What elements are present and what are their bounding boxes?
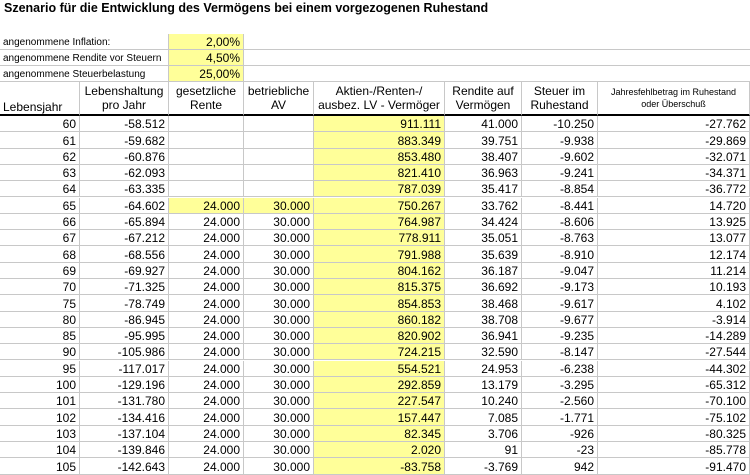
cell-av[interactable] [244,116,314,132]
cell-vermoegen[interactable]: 292.859 [314,377,445,393]
cell-rente[interactable]: 24.000 [169,198,244,214]
cell-lebenshaltung[interactable]: -139.846 [80,442,169,458]
param-row [0,66,750,82]
header-fehlbetrag-line2: oder Überschuß [641,99,706,109]
cell-av[interactable] [244,132,314,148]
cell-steuer[interactable]: -8.441 [522,198,598,214]
table-row [0,149,750,165]
cell-lebenshaltung[interactable]: -71.325 [80,279,169,295]
header-fehlbetrag[interactable] [598,82,750,116]
cell-lebenshaltung[interactable]: -67.212 [80,230,169,246]
cell-lebenshaltung[interactable]: -59.682 [80,132,169,148]
cell-rendite[interactable]: 39.751 [445,132,522,148]
cell-fehlbetrag[interactable]: -85.778 [598,442,750,458]
cell-rente[interactable]: 24.000 [169,377,244,393]
cell-fehlbetrag[interactable]: -27.762 [598,116,750,132]
cell-fehlbetrag[interactable]: 14.720 [598,198,750,214]
header-row [0,82,750,116]
cell-av[interactable]: 30.000 [244,263,314,279]
header-av-line1: betriebliche [247,84,310,98]
param-row [0,50,750,66]
cell-fehlbetrag[interactable]: -70.100 [598,393,750,409]
cell-lebensjahr[interactable]: 63 [0,165,80,181]
table-row [0,279,750,295]
cell-vermoegen[interactable]: -83.758 [314,458,445,474]
cell-lebenshaltung[interactable]: -68.556 [80,246,169,262]
cell-lebensjahr[interactable]: 66 [0,214,80,230]
cell-rente[interactable] [169,149,244,165]
cell-lebensjahr[interactable]: 67 [0,230,80,246]
cell-rendite[interactable]: 41.000 [445,116,522,132]
cell-vermoegen[interactable]: 791.988 [314,246,445,262]
cell-rendite[interactable]: -3.769 [445,458,522,474]
table-row [0,426,750,442]
cell-rente[interactable]: 24.000 [169,279,244,295]
cell-lebenshaltung[interactable]: -95.995 [80,328,169,344]
header-lebenshaltung-line1: Lebenshaltung [84,84,164,98]
empty-cell[interactable] [244,34,750,50]
cell-steuer[interactable]: -9.047 [522,263,598,279]
table-row [0,393,750,409]
cell-steuer[interactable]: 942 [522,458,598,474]
cell-rendite[interactable]: 36.692 [445,279,522,295]
cell-rente[interactable]: 24.000 [169,409,244,425]
cell-lebenshaltung[interactable]: -65.894 [80,214,169,230]
cell-lebensjahr[interactable]: 70 [0,279,80,295]
cell-rente[interactable]: 24.000 [169,214,244,230]
cell-steuer[interactable]: -9.235 [522,328,598,344]
empty-cell[interactable] [244,50,750,66]
cell-vermoegen[interactable]: 750.267 [314,198,445,214]
cell-lebensjahr[interactable]: 95 [0,361,80,377]
cell-av[interactable] [244,165,314,181]
cell-rente[interactable]: 24.000 [169,426,244,442]
cell-rente[interactable]: 24.000 [169,312,244,328]
cell-av[interactable] [244,149,314,165]
header-rendite-line1: Rendite auf [452,84,514,98]
cell-vermoegen[interactable]: 554.521 [314,361,445,377]
cell-rente[interactable]: 24.000 [169,230,244,246]
cell-av[interactable]: 30.000 [244,426,314,442]
cell-lebenshaltung[interactable]: -64.602 [80,198,169,214]
header-vermoegen-line1: Aktien-/Renten-/ [335,84,423,98]
cell-vermoegen[interactable]: 883.349 [314,132,445,148]
cell-steuer[interactable]: -8.606 [522,214,598,230]
cell-lebenshaltung[interactable]: -142.643 [80,458,169,474]
cell-rente[interactable]: 24.000 [169,393,244,409]
param-value[interactable]: 2,00% [169,34,244,50]
cell-rente[interactable]: 24.000 [169,458,244,474]
cell-av[interactable]: 30.000 [244,246,314,262]
cell-fehlbetrag[interactable]: -36.772 [598,181,750,197]
cell-av[interactable]: 30.000 [244,361,314,377]
header-lebensjahr-text: Lebensjahr [3,100,63,114]
cell-lebensjahr[interactable]: 60 [0,116,80,132]
cell-rente[interactable]: 24.000 [169,442,244,458]
cell-fehlbetrag[interactable]: -91.470 [598,458,750,474]
cell-av[interactable]: 30.000 [244,214,314,230]
cell-lebenshaltung[interactable]: -105.986 [80,344,169,360]
cell-lebenshaltung[interactable]: -134.416 [80,409,169,425]
header-vermoegen[interactable] [314,82,445,116]
table-row [0,344,750,360]
cell-fehlbetrag[interactable]: -3.914 [598,312,750,328]
cell-fehlbetrag[interactable]: 13.925 [598,214,750,230]
cell-rendite[interactable]: 36.963 [445,165,522,181]
cell-steuer[interactable]: -8.910 [522,246,598,262]
cell-fehlbetrag[interactable]: -27.544 [598,344,750,360]
table-row [0,246,750,262]
cell-av[interactable]: 30.000 [244,328,314,344]
param-value[interactable]: 4,50% [169,50,244,66]
cell-lebenshaltung[interactable]: -60.876 [80,149,169,165]
cell-av[interactable]: 30.000 [244,409,314,425]
cell-rendite[interactable]: 38.468 [445,295,522,311]
cell-rendite[interactable]: 7.085 [445,409,522,425]
cell-av[interactable]: 30.000 [244,312,314,328]
cell-fehlbetrag[interactable]: 4.102 [598,295,750,311]
cell-av[interactable] [244,181,314,197]
cell-vermoegen[interactable]: 82.345 [314,426,445,442]
cell-rendite[interactable]: 33.762 [445,198,522,214]
cell-fehlbetrag[interactable]: -34.371 [598,165,750,181]
header-lebenshaltung-line2: pro Jahr [101,98,147,112]
table-row [0,409,750,425]
cell-av[interactable]: 30.000 [244,458,314,474]
cell-vermoegen[interactable]: 804.162 [314,263,445,279]
cell-fehlbetrag[interactable]: -44.302 [598,361,750,377]
cell-lebenshaltung[interactable]: -131.780 [80,393,169,409]
cell-vermoegen[interactable]: 2.020 [314,442,445,458]
cell-vermoegen[interactable]: 787.039 [314,181,445,197]
cell-rendite[interactable]: 32.590 [445,344,522,360]
cell-av[interactable]: 30.000 [244,198,314,214]
cell-rente[interactable]: 24.000 [169,344,244,360]
cell-lebensjahr[interactable]: 62 [0,149,80,165]
cell-rendite[interactable]: 34.424 [445,214,522,230]
cell-lebensjahr[interactable]: 104 [0,442,80,458]
table-row [0,295,750,311]
cell-rendite[interactable]: 91 [445,442,522,458]
cell-lebenshaltung[interactable]: -86.945 [80,312,169,328]
cell-lebenshaltung[interactable]: -62.093 [80,165,169,181]
cell-lebensjahr[interactable]: 101 [0,393,80,409]
cell-rendite[interactable]: 36.941 [445,328,522,344]
cell-fehlbetrag[interactable]: 11.214 [598,263,750,279]
cell-lebensjahr[interactable]: 103 [0,426,80,442]
header-rente-line2: Rente [189,98,223,112]
cell-fehlbetrag[interactable]: 13.077 [598,230,750,246]
table-row [0,132,750,148]
cell-rendite[interactable]: 35.417 [445,181,522,197]
header-steuer-line2: Ruhestand [530,98,589,112]
cell-rente[interactable]: 24.000 [169,246,244,262]
empty-cell[interactable] [244,66,750,82]
cell-fehlbetrag[interactable]: -29.869 [598,132,750,148]
cell-vermoegen[interactable]: 724.215 [314,344,445,360]
header-rendite[interactable] [445,82,522,116]
header-steuer[interactable] [522,82,598,116]
table-row [0,230,750,246]
cell-rendite[interactable]: 3.706 [445,426,522,442]
cell-fehlbetrag[interactable]: 12.174 [598,246,750,262]
cell-fehlbetrag[interactable]: -75.102 [598,409,750,425]
table-row [0,198,750,214]
cell-vermoegen[interactable]: 778.911 [314,230,445,246]
table-row [0,263,750,279]
cell-vermoegen[interactable]: 854.853 [314,295,445,311]
table-row [0,442,750,458]
cell-rente[interactable] [169,116,244,132]
cell-steuer[interactable]: -9.241 [522,165,598,181]
cell-steuer[interactable]: -9.617 [522,295,598,311]
cell-vermoegen[interactable]: 764.987 [314,214,445,230]
cell-av[interactable]: 30.000 [244,393,314,409]
cell-av[interactable]: 30.000 [244,442,314,458]
header-fehlbetrag-line1: Jahresfehlbetrag im Ruhestand [610,87,737,97]
cell-steuer[interactable]: -6.238 [522,361,598,377]
cell-vermoegen[interactable]: 821.410 [314,165,445,181]
cell-lebensjahr[interactable]: 68 [0,246,80,262]
cell-lebensjahr[interactable]: 69 [0,263,80,279]
cell-steuer[interactable]: -8.147 [522,344,598,360]
cell-steuer[interactable]: -3.295 [522,377,598,393]
sheet-title: Szenario für die Entwicklung des Vermögens bei einem vorgezogenen Ruhestand [4,1,489,15]
param-value[interactable]: 25,00% [169,66,244,82]
header-vermoegen-line2: ausbez. LV - Vermöger [318,98,440,112]
cell-lebensjahr[interactable]: 64 [0,181,80,197]
cell-steuer[interactable]: -1.771 [522,409,598,425]
cell-av[interactable]: 30.000 [244,295,314,311]
cell-lebensjahr[interactable]: 80 [0,312,80,328]
cell-fehlbetrag[interactable]: 10.193 [598,279,750,295]
cell-av[interactable]: 30.000 [244,377,314,393]
table-row [0,361,750,377]
cell-steuer[interactable]: -9.677 [522,312,598,328]
cell-rendite[interactable]: 38.708 [445,312,522,328]
cell-vermoegen[interactable]: 815.375 [314,279,445,295]
cell-lebenshaltung[interactable]: -69.927 [80,263,169,279]
header-rendite-line2: Vermögen [455,98,511,112]
cell-fehlbetrag[interactable]: -80.325 [598,426,750,442]
cell-rendite[interactable]: 35.639 [445,246,522,262]
cell-vermoegen[interactable]: 911.111 [314,116,445,132]
table-row [0,458,750,474]
cell-steuer[interactable]: -926 [522,426,598,442]
cell-vermoegen[interactable]: 157.447 [314,409,445,425]
cell-lebensjahr[interactable]: 65 [0,198,80,214]
cell-rente[interactable] [169,181,244,197]
cell-steuer[interactable]: -2.560 [522,393,598,409]
cell-fehlbetrag[interactable]: -14.289 [598,328,750,344]
cell-steuer[interactable]: -9.602 [522,149,598,165]
header-steuer-line1: Steuer im [533,84,586,98]
cell-rendite[interactable]: 36.187 [445,263,522,279]
cell-rente[interactable]: 24.000 [169,263,244,279]
header-av[interactable] [244,82,314,116]
table-row [0,181,750,197]
cell-steuer[interactable]: -8.763 [522,230,598,246]
cell-lebensjahr[interactable]: 61 [0,132,80,148]
cell-lebensjahr[interactable]: 100 [0,377,80,393]
cell-fehlbetrag[interactable]: -32.071 [598,149,750,165]
cell-steuer[interactable]: -8.854 [522,181,598,197]
param-label[interactable]: angenommene Steuerbelastung [0,66,169,82]
header-lebensjahr[interactable] [0,82,80,116]
table-row [0,116,750,132]
cell-rendite[interactable]: 13.179 [445,377,522,393]
cell-vermoegen[interactable]: 853.480 [314,149,445,165]
table-row [0,214,750,230]
cell-vermoegen[interactable]: 860.182 [314,312,445,328]
cell-steuer[interactable]: -9.173 [522,279,598,295]
cell-rendite[interactable]: 35.051 [445,230,522,246]
cell-steuer[interactable]: -10.250 [522,116,598,132]
cell-rendite[interactable]: 38.407 [445,149,522,165]
table-row [0,328,750,344]
table-row [0,312,750,328]
cell-rendite[interactable]: 24.953 [445,361,522,377]
cell-vermoegen[interactable]: 227.547 [314,393,445,409]
cell-lebenshaltung[interactable]: -63.335 [80,181,169,197]
table-row [0,377,750,393]
cell-lebensjahr[interactable]: 75 [0,295,80,311]
cell-lebensjahr[interactable]: 105 [0,458,80,474]
table-row [0,165,750,181]
cell-fehlbetrag[interactable]: -65.312 [598,377,750,393]
param-row [0,34,750,50]
cell-lebensjahr[interactable]: 90 [0,344,80,360]
param-label[interactable]: angenommene Inflation: [0,34,169,50]
cell-lebenshaltung[interactable]: -58.512 [80,116,169,132]
cell-lebensjahr[interactable]: 102 [0,409,80,425]
cell-rente[interactable]: 24.000 [169,328,244,344]
cell-av[interactable]: 30.000 [244,344,314,360]
cell-rendite[interactable]: 10.240 [445,393,522,409]
cell-lebenshaltung[interactable]: -78.749 [80,295,169,311]
header-lebenshaltung[interactable] [80,82,169,116]
cell-lebensjahr[interactable]: 85 [0,328,80,344]
cell-rente[interactable]: 24.000 [169,361,244,377]
cell-av[interactable]: 30.000 [244,230,314,246]
header-rente-line1: gesetzliche [175,84,237,98]
cell-lebenshaltung[interactable]: -129.196 [80,377,169,393]
cell-vermoegen[interactable]: 820.902 [314,328,445,344]
cell-rente[interactable]: 24.000 [169,295,244,311]
cell-lebenshaltung[interactable]: -137.104 [80,426,169,442]
cell-steuer[interactable]: -23 [522,442,598,458]
cell-rente[interactable] [169,165,244,181]
cell-steuer[interactable]: -9.938 [522,132,598,148]
header-av-line2: AV [270,98,287,112]
cell-lebenshaltung[interactable]: -117.017 [80,361,169,377]
header-rente[interactable] [169,82,244,116]
cell-rente[interactable] [169,132,244,148]
param-label[interactable]: angenommene Rendite vor Steuern [0,50,169,66]
cell-av[interactable]: 30.000 [244,279,314,295]
